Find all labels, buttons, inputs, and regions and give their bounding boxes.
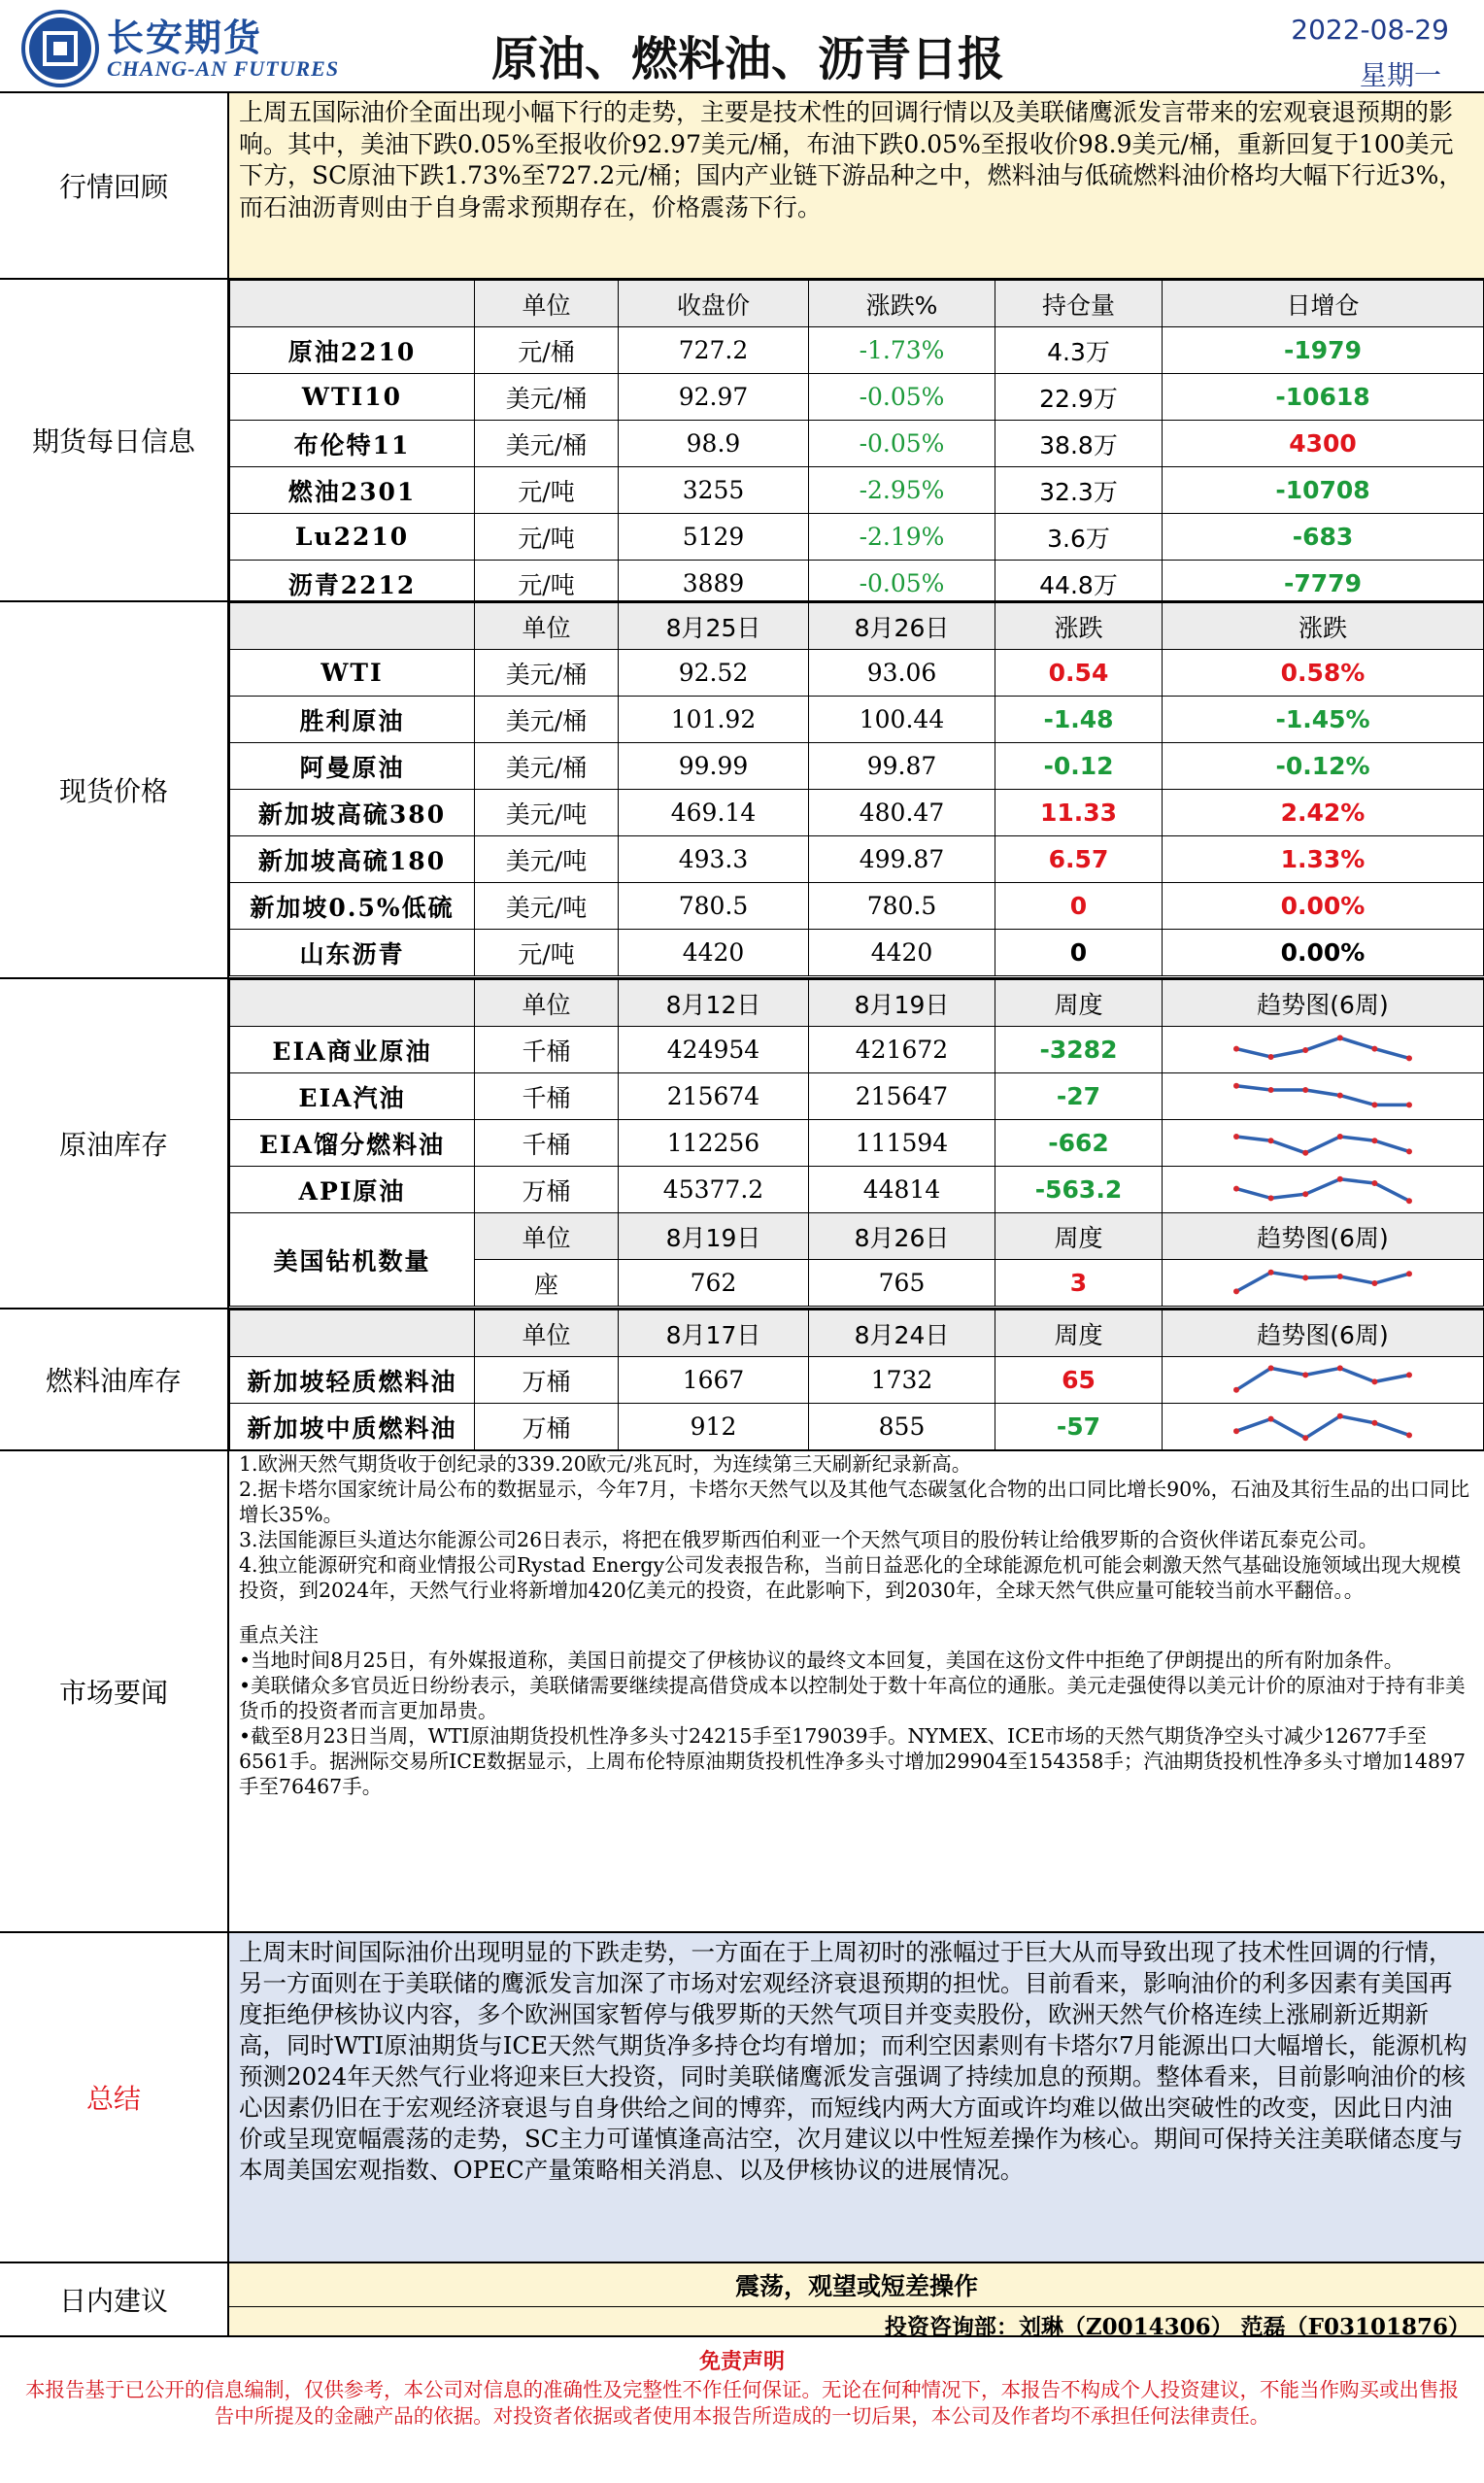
unit-cell: 美元/桶: [475, 743, 619, 790]
rig-header-row: [230, 1213, 1484, 1260]
trend-cell: [1163, 1073, 1484, 1120]
news-item: 1.欧洲天然气期货收于创纪录的339.20欧元/兆瓦时，为连续第三天刷新纪录新高。: [239, 1452, 972, 1476]
unit-cell: 元/吨: [475, 561, 619, 607]
news-item: 4.独立能源研究和商业情报公司Rystad Energy公司发表报告称，当前日益恶化的全球能源危机可能会刺激天然气基础设施领域出现大规模投资，到2024年，天然气行业将新增加420亿美元的投资，在此影响下，到2030年，全球天然气供应量可能较当前水平翻倍。。: [239, 1553, 1462, 1602]
trend-cell: [1163, 1027, 1484, 1073]
trend-point: [1337, 1035, 1343, 1040]
change-pct-cell: 2.42%: [1163, 790, 1484, 836]
unit-cell: 元/吨: [475, 514, 619, 561]
value-cell: 780.5: [809, 883, 995, 930]
spot-name: 新加坡高硫180: [230, 836, 475, 883]
value-cell: 215647: [809, 1073, 995, 1120]
trend-point: [1371, 1419, 1377, 1425]
column-header: [230, 1310, 475, 1357]
trend-point: [1233, 1134, 1239, 1139]
spot-name: 山东沥青: [230, 930, 475, 976]
close-price-cell: 3255: [619, 467, 809, 514]
section-label: 行情回顾: [0, 93, 229, 278]
table-row: [230, 327, 1484, 374]
trend-cell: [1163, 1120, 1484, 1167]
disclaimer-title: 免责声明: [698, 2350, 785, 2374]
summary-text: 上周末时间国际油价出现明显的下跌走势，一方面在于上周初时的涨幅过于巨大从而导致出现了技术性回调的行情，另一方面则在于美联储的鹰派发言加深了市场对宏观经济衰退预期的担忧。目前看来，影响油价的利多因素有美国再度拒绝伊核协议内容，多个欧洲国家暂停与俄罗斯的天然气项目并变卖股份，欧洲天然气价格连续上涨刷新近期新高，同时WTI原油期货与ICE天然气期货净多持仓均有增加；而利空因素则有卡塔尔7月能源出口大幅增长，能源机构预测2024年天然气行业将迎来巨大投资，同时美联储鹰派发言强调了持续加息的预期。整体看来，目前影响油价的核心因素仍旧在于宏观经济衰退与自身供给之间的博弈，而短线内两大方面或许均难以做出突破性的改变，因此日内油价或呈现宽幅震荡的走势，SC主力可谨慎逢高沽空，次月建议以中性短差操作为核心。期间可保持关注美联储态度与本周美国宏观指数、OPEC产量策略相关消息、以及伊核协议的进展情况。: [239, 1938, 1467, 2184]
weekly-change-cell: -662: [995, 1120, 1163, 1167]
column-header: 涨跌: [995, 603, 1163, 650]
inventory-name: 新加坡轻质燃料油: [230, 1357, 475, 1404]
change-cell: 0.54: [995, 650, 1163, 697]
column-header: 涨跌: [1163, 603, 1484, 650]
column-header: 趋势图(6周): [1163, 1213, 1484, 1260]
trend-cell: [1163, 1357, 1484, 1404]
consultants-line: 投资咨询部：刘琳（Z0014306） 范磊（F03101876）: [229, 2306, 1484, 2341]
unit-cell: 元/桶: [475, 327, 619, 374]
contract-name: Lu2210: [230, 514, 475, 561]
trend-cell: [1163, 1260, 1484, 1307]
table-row: [230, 467, 1484, 514]
column-header: 收盘价: [619, 281, 809, 327]
logo-chinese: 长安期货: [107, 17, 263, 59]
table-header-row: [230, 980, 1484, 1027]
table-row: [230, 697, 1484, 743]
column-header: 周度: [995, 1310, 1163, 1357]
column-header: 8月17日: [619, 1310, 809, 1357]
column-header: 8月25日: [619, 603, 809, 650]
table-row: [230, 421, 1484, 467]
contract-name: 沥青2212: [230, 561, 475, 607]
unit-cell: 元/吨: [475, 467, 619, 514]
value-cell: 1667: [619, 1357, 809, 1404]
trend-point: [1302, 1191, 1308, 1197]
oi-change-cell: -683: [1163, 514, 1484, 561]
column-header: 单位: [475, 980, 619, 1027]
company-logo-icon: [21, 10, 99, 87]
focus-title: 重点关注: [239, 1623, 319, 1647]
column-header: 8月26日: [809, 1213, 995, 1260]
value-cell: 780.5: [619, 883, 809, 930]
fuel-inventory-table: [229, 1310, 1484, 1450]
section-label: 原油库存: [0, 979, 229, 1308]
table-row: [230, 561, 1484, 607]
close-price-cell: 5129: [619, 514, 809, 561]
section-label: 日内建议: [0, 2263, 229, 2335]
column-header: [230, 980, 475, 1027]
unit-cell: 美元/桶: [475, 374, 619, 421]
change-pct-cell: -2.19%: [809, 514, 995, 561]
section-label: 现货价格: [0, 602, 229, 977]
trend-point: [1233, 1288, 1239, 1294]
trend-point: [1371, 1378, 1377, 1384]
inventory-name: 新加坡中质燃料油: [230, 1404, 475, 1450]
unit-cell: 万桶: [475, 1357, 619, 1404]
report-weekday: 星期一: [1359, 59, 1441, 91]
trend-sparkline: [1231, 1077, 1415, 1116]
column-header: 8月12日: [619, 980, 809, 1027]
unit-cell: 元/吨: [475, 930, 619, 976]
value-cell: 424954: [619, 1027, 809, 1073]
trend-sparkline: [1231, 1031, 1415, 1070]
change-pct-cell: 1.33%: [1163, 836, 1484, 883]
open-interest-cell: 3.6万: [995, 514, 1163, 561]
contract-name: 燃油2301: [230, 467, 475, 514]
fuel-oil-inventory-section: [0, 1310, 1484, 1451]
futures-table: [229, 280, 1484, 607]
value-cell: 421672: [809, 1027, 995, 1073]
column-header: 单位: [475, 1310, 619, 1357]
open-interest-cell: 32.3万: [995, 467, 1163, 514]
market-review-text: 上周五国际油价全面出现小幅下行的走势，主要是技术性的回调行情以及美联储鹰派发言带来的宏观衰退预期的影响。其中，美油下跌0.05%至报收价92.97美元/桶，布油下跌0.05%至报收价98.9美元/桶，重新回复于100美元下方，SC原油下跌1.73%至727.2元/桶；国内产业链下游品种之中，燃料油与低硫燃料油价格均大幅下行近3%，而石油沥青则由于自身需求预期存在，价格震荡下行。: [239, 98, 1464, 221]
weekly-change-cell: 65: [995, 1357, 1163, 1404]
trend-cell: [1163, 1167, 1484, 1213]
trend-point: [1268, 1365, 1274, 1371]
crude-inventory-table: [229, 979, 1484, 1307]
table-row: [230, 1120, 1484, 1167]
table-row: [230, 930, 1484, 976]
trend-line: [1236, 1085, 1409, 1105]
report-date: 2022-08-29: [1291, 14, 1449, 46]
value-cell: 765: [809, 1260, 995, 1307]
inventory-name: EIA商业原油: [230, 1027, 475, 1073]
change-pct-cell: -0.05%: [809, 421, 995, 467]
table-row: [230, 1404, 1484, 1450]
value-cell: 469.14: [619, 790, 809, 836]
change-pct-cell: 0.00%: [1163, 883, 1484, 930]
trend-point: [1406, 1271, 1412, 1276]
summary-section: [0, 1933, 1484, 2263]
value-cell: 101.92: [619, 697, 809, 743]
change-pct-cell: -0.05%: [809, 374, 995, 421]
focus-item: •截至8月23日当周，WTI原油期货投机性净多头寸24215手至179039手。NYMEX、ICE市场的天然气期货净空头寸减少12677手至6561手。据洲际交易所ICE数据显示，上周布伦特原油期货投机性净多头寸增加29904至154358手；汽油期货投机性净多头寸增加14897手至76467手。: [239, 1724, 1467, 1798]
close-price-cell: 727.2: [619, 327, 809, 374]
spot-table: [229, 602, 1484, 976]
open-interest-cell: 22.9万: [995, 374, 1163, 421]
spot-name: 胜利原油: [230, 697, 475, 743]
spot-name: WTI: [230, 650, 475, 697]
trend-sparkline: [1231, 1361, 1415, 1400]
unit-cell: 美元/吨: [475, 836, 619, 883]
weekly-change-cell: -27: [995, 1073, 1163, 1120]
trend-point: [1337, 1274, 1343, 1279]
value-cell: 493.3: [619, 836, 809, 883]
weekly-change-cell: -3282: [995, 1027, 1163, 1073]
trend-point: [1302, 1275, 1308, 1280]
trend-point: [1406, 1102, 1412, 1107]
weekly-change-cell: 3: [995, 1260, 1163, 1307]
oi-change-cell: 4300: [1163, 421, 1484, 467]
trend-sparkline: [1231, 1124, 1415, 1163]
value-cell: 1732: [809, 1357, 995, 1404]
trend-point: [1302, 1149, 1308, 1155]
contract-name: WTI10: [230, 374, 475, 421]
contract-name: 原油2210: [230, 327, 475, 374]
value-cell: 45377.2: [619, 1167, 809, 1213]
futures-daily-section: [0, 280, 1484, 602]
unit-cell: 美元/桶: [475, 650, 619, 697]
trend-line: [1236, 1137, 1409, 1153]
table-row: [230, 790, 1484, 836]
open-interest-cell: 38.8万: [995, 421, 1163, 467]
trend-point: [1268, 1087, 1274, 1093]
change-pct-cell: -2.95%: [809, 467, 995, 514]
trend-point: [1406, 1372, 1412, 1378]
unit-cell: 美元/吨: [475, 883, 619, 930]
trend-point: [1337, 1365, 1343, 1371]
value-cell: 855: [809, 1404, 995, 1450]
table-row: [230, 374, 1484, 421]
trend-point: [1302, 1047, 1308, 1053]
trend-point: [1233, 1386, 1239, 1392]
value-cell: 112256: [619, 1120, 809, 1167]
value-cell: 215674: [619, 1073, 809, 1120]
section-label: 燃料油库存: [0, 1310, 229, 1449]
trend-point: [1268, 1195, 1274, 1201]
column-header: 持仓量: [995, 281, 1163, 327]
section-label: 期货每日信息: [0, 280, 229, 600]
trend-point: [1268, 1138, 1274, 1143]
table-row: [230, 650, 1484, 697]
column-header: 8月19日: [809, 980, 995, 1027]
value-cell: 99.99: [619, 743, 809, 790]
inventory-name: API原油: [230, 1167, 475, 1213]
trend-line: [1236, 1178, 1409, 1200]
trend-point: [1233, 1082, 1239, 1088]
table-row: [230, 743, 1484, 790]
close-price-cell: 3889: [619, 561, 809, 607]
column-header: [230, 603, 475, 650]
column-header: 周度: [995, 1213, 1163, 1260]
focus-item: •美联储众多官员近日纷纷表示，美联储需要继续提高借贷成本以控制处于数十年高位的通胀。美元走强使得以美元计价的原油对于持有非美货币的投资者而言更加昂贵。: [239, 1674, 1466, 1722]
trend-point: [1406, 1055, 1412, 1061]
column-header: 8月19日: [619, 1213, 809, 1260]
spot-name: 新加坡0.5%低硫: [230, 883, 475, 930]
trend-line: [1236, 1037, 1409, 1058]
column-header: 趋势图(6周): [1163, 980, 1484, 1027]
unit-cell: 万桶: [475, 1404, 619, 1450]
column-header: 单位: [475, 281, 619, 327]
section-label: 总结: [0, 1933, 229, 2262]
weekly-change-cell: -563.2: [995, 1167, 1163, 1213]
crude-inventory-section: [0, 979, 1484, 1310]
advice-text: 震荡，观望或短差操作: [734, 2272, 978, 2300]
value-cell: 93.06: [809, 650, 995, 697]
unit-cell: 万桶: [475, 1167, 619, 1213]
trend-cell: [1163, 1404, 1484, 1450]
column-header: [230, 281, 475, 327]
table-row: [230, 1073, 1484, 1120]
column-header: 涨跌%: [809, 281, 995, 327]
trend-sparkline: [1231, 1171, 1415, 1209]
trend-line: [1236, 1272, 1409, 1291]
trend-point: [1302, 1372, 1308, 1378]
column-header: 周度: [995, 980, 1163, 1027]
close-price-cell: 98.9: [619, 421, 809, 467]
disclaimer-text: 本报告基于已公开的信息编制，仅供参考，本公司对信息的准确性及完整性不作任何保证。无论在何种情况下，本报告不构成个人投资建议，不能当作购买或出售报告中所提及的金融产品的依据。对投资者依据或者使用本报告所造成的一切后果，本公司及作者均不承担任何法律责任。: [25, 2378, 1459, 2428]
inventory-name: EIA汽油: [230, 1073, 475, 1120]
column-header: 日增仓: [1163, 281, 1484, 327]
oi-change-cell: -10708: [1163, 467, 1484, 514]
trend-point: [1268, 1269, 1274, 1275]
table-header-row: [230, 603, 1484, 650]
logo-english: CHANG-AN FUTURES: [107, 56, 340, 81]
oi-change-cell: -7779: [1163, 561, 1484, 607]
spot-price-section: [0, 602, 1484, 979]
focus-item: •当地时间8月25日，有外媒报道称，美国日前提交了伊核协议的最终文本回复，美国在这份文件中拒绝了伊朗提出的所有附加条件。: [239, 1649, 1404, 1672]
value-cell: 4420: [619, 930, 809, 976]
column-header: 趋势图(6周): [1163, 1310, 1484, 1357]
intraday-advice-section: [0, 2263, 1484, 2340]
change-pct-cell: -0.05%: [809, 561, 995, 607]
unit-cell: 美元/桶: [475, 421, 619, 467]
change-cell: 0: [995, 883, 1163, 930]
news-item: 3.法国能源巨头道达尔能源公司26日表示，将把在俄罗斯西伯利亚一个天然气项目的股份转让给俄罗斯的合资伙伴诺瓦泰克公司。: [239, 1528, 1379, 1551]
table-header-row: [230, 1310, 1484, 1357]
trend-point: [1268, 1054, 1274, 1060]
rig-trend-sparkline: [1231, 1264, 1415, 1303]
change-pct-cell: 0.58%: [1163, 650, 1484, 697]
market-review-section: [0, 93, 1484, 280]
trend-sparkline: [1231, 1408, 1415, 1446]
column-header: 单位: [475, 1213, 619, 1260]
trend-point: [1371, 1280, 1377, 1286]
report-header: [0, 0, 1484, 93]
unit-cell: 千桶: [475, 1073, 619, 1120]
close-price-cell: 92.97: [619, 374, 809, 421]
trend-point: [1371, 1138, 1377, 1143]
value-cell: 92.52: [619, 650, 809, 697]
value-cell: 4420: [809, 930, 995, 976]
spot-name: 新加坡高硫380: [230, 790, 475, 836]
change-pct-cell: -0.12%: [1163, 743, 1484, 790]
unit-cell: 美元/桶: [475, 697, 619, 743]
column-header: 单位: [475, 603, 619, 650]
change-pct-cell: 0.00%: [1163, 930, 1484, 976]
table-row: [230, 1357, 1484, 1404]
column-header: 8月24日: [809, 1310, 995, 1357]
unit-cell: 座: [475, 1260, 619, 1307]
trend-point: [1406, 1148, 1412, 1154]
unit-cell: 千桶: [475, 1027, 619, 1073]
contract-name: 布伦特11: [230, 421, 475, 467]
market-news-section: [0, 1451, 1484, 1933]
change-pct-cell: -1.45%: [1163, 697, 1484, 743]
trend-point: [1406, 1198, 1412, 1204]
value-cell: 499.87: [809, 836, 995, 883]
table-row: [230, 883, 1484, 930]
trend-line: [1236, 1368, 1409, 1389]
change-cell: 11.33: [995, 790, 1163, 836]
unit-cell: 千桶: [475, 1120, 619, 1167]
unit-cell: 美元/吨: [475, 790, 619, 836]
trend-point: [1233, 1045, 1239, 1051]
trend-line: [1236, 1415, 1409, 1437]
value-cell: 44814: [809, 1167, 995, 1213]
value-cell: 480.47: [809, 790, 995, 836]
trend-point: [1371, 1102, 1377, 1107]
trend-point: [1406, 1432, 1412, 1438]
value-cell: 99.87: [809, 743, 995, 790]
oi-change-cell: -10618: [1163, 374, 1484, 421]
trend-point: [1337, 1412, 1343, 1418]
table-row: [230, 514, 1484, 561]
open-interest-cell: 44.8万: [995, 561, 1163, 607]
change-cell: -1.48: [995, 697, 1163, 743]
disclaimer-section: [0, 2339, 1484, 2483]
table-row: [230, 1167, 1484, 1213]
table-row: [230, 1027, 1484, 1073]
change-cell: 0: [995, 930, 1163, 976]
weekly-change-cell: -57: [995, 1404, 1163, 1450]
open-interest-cell: 4.3万: [995, 327, 1163, 374]
trend-point: [1337, 1175, 1343, 1181]
trend-point: [1268, 1415, 1274, 1421]
value-cell: 762: [619, 1260, 809, 1307]
inventory-name: EIA馏分燃料油: [230, 1120, 475, 1167]
trend-point: [1233, 1428, 1239, 1434]
trend-point: [1233, 1185, 1239, 1191]
value-cell: 100.44: [809, 697, 995, 743]
trend-point: [1371, 1180, 1377, 1186]
trend-point: [1337, 1092, 1343, 1098]
value-cell: 912: [619, 1404, 809, 1450]
table-header-row: [230, 281, 1484, 327]
news-content: [229, 1451, 1484, 1799]
trend-point: [1302, 1435, 1308, 1441]
change-cell: -0.12: [995, 743, 1163, 790]
news-item: 2.据卡塔尔国家统计局公布的数据显示，今年7月，卡塔尔天然气以及其他气态碳氢化合物的出口同比增长90%，石油及其衍生品的出口同比增长35%。: [239, 1478, 1470, 1526]
change-pct-cell: -1.73%: [809, 327, 995, 374]
change-cell: 6.57: [995, 836, 1163, 883]
column-header: 8月26日: [809, 603, 995, 650]
rig-count-name: 美国钻机数量: [230, 1213, 475, 1307]
spot-name: 阿曼原油: [230, 743, 475, 790]
value-cell: 111594: [809, 1120, 995, 1167]
report-title: 原油、燃料油、沥青日报: [490, 32, 1004, 86]
trend-point: [1302, 1087, 1308, 1093]
trend-point: [1371, 1045, 1377, 1051]
trend-point: [1337, 1134, 1343, 1139]
oi-change-cell: -1979: [1163, 327, 1484, 374]
table-row: [230, 836, 1484, 883]
section-label: 市场要闻: [0, 1451, 229, 1931]
